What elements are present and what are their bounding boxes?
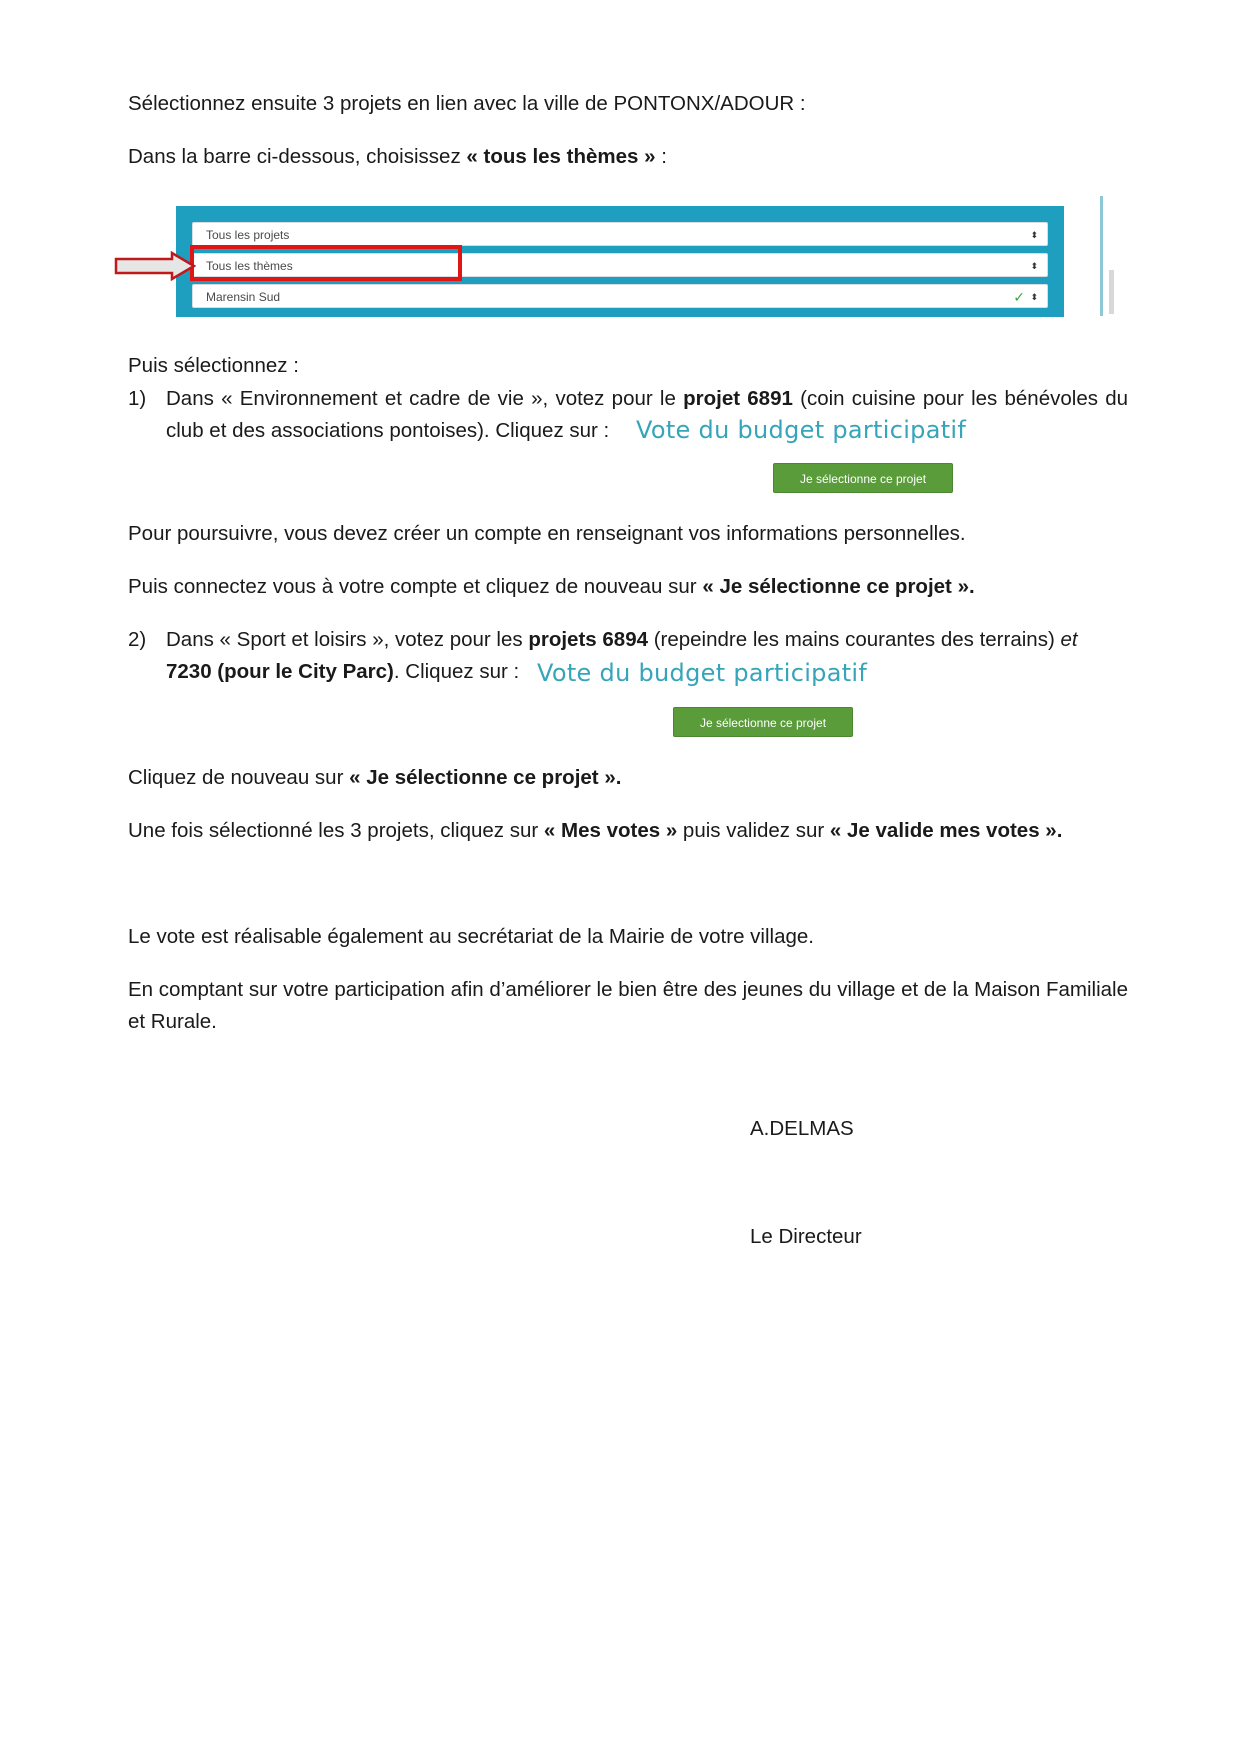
list-item-1-number: 1) bbox=[128, 387, 147, 410]
para-mairie-text: Le vote est réalisable également au secrétariat de la Mairie de votre village. bbox=[128, 925, 814, 948]
vote-budget-title-2: Vote du budget participatif bbox=[537, 659, 868, 687]
item1-project-number: projet 6891 bbox=[683, 387, 793, 410]
para-create-account bbox=[128, 518, 1128, 550]
para-closing-text: En comptant sur votre participation afin d’améliorer le bien être des jeunes du village et de la Maison Familiale et Rurale. bbox=[128, 978, 1128, 1033]
item2-text-3: . Cliquez sur : bbox=[393, 660, 520, 683]
intro-line-1 bbox=[128, 88, 1128, 120]
scrollbar-thumb bbox=[1109, 270, 1114, 314]
puis-text: Puis sélectionnez : bbox=[128, 354, 299, 377]
intro-line-2-text: Dans la barre ci-dessous, choisissez bbox=[128, 145, 467, 168]
para-click-again bbox=[128, 762, 1128, 794]
para-click-again-text: Cliquez de nouveau sur bbox=[128, 766, 350, 789]
select-arrows-icon: ⬍ bbox=[1030, 230, 1038, 240]
highlight-box bbox=[190, 245, 462, 281]
select-arrows-icon: ⬍ bbox=[1030, 292, 1038, 302]
item1-text-1: Dans « Environnement et cadre de vie », votez pour le bbox=[166, 387, 684, 410]
vote-budget-title-1: Vote du budget participatif bbox=[636, 416, 967, 444]
item2-text-2: (repeindre les mains courantes des terrains) bbox=[648, 628, 1061, 651]
intro-line-2 bbox=[128, 141, 1128, 173]
projects-select-value: Tous les projets bbox=[206, 228, 290, 242]
para-validate-text-1: Une fois sélectionné les 3 projets, cliquez sur bbox=[128, 819, 544, 842]
para-closing bbox=[128, 974, 1128, 1038]
select-project-button-2[interactable]: Je sélectionne ce projet bbox=[673, 707, 853, 737]
select-arrows-icon: ⬍ bbox=[1030, 261, 1038, 271]
item2-city-parc: 7230 (pour le City Parc) bbox=[166, 660, 394, 683]
para-connect bbox=[128, 571, 1128, 603]
para-validate-mes-votes: « Mes votes » bbox=[543, 819, 678, 842]
para-connect-text: Puis connectez vous à votre compte et cliquez de nouveau sur bbox=[128, 575, 703, 598]
para-mairie bbox=[128, 921, 1128, 953]
puis-label bbox=[128, 350, 1128, 382]
para-create-account-text: Pour poursuivre, vous devez créer un compte en renseignant vos informations personnelles. bbox=[128, 522, 966, 545]
signature-name bbox=[750, 1113, 1050, 1145]
list-item-1 bbox=[128, 383, 1128, 447]
signature-role-text: Le Directeur bbox=[750, 1225, 862, 1248]
para-connect-bold: « Je sélectionne ce projet ». bbox=[702, 575, 975, 598]
item2-project-number: projets 6894 bbox=[528, 628, 648, 651]
signature-name-text: A.DELMAS bbox=[750, 1117, 854, 1140]
intro-line-2-bold: « tous les thèmes » bbox=[466, 145, 656, 168]
para-validate-valide: « Je valide mes votes ». bbox=[829, 819, 1063, 842]
intro-line-2-end: : bbox=[655, 145, 667, 168]
para-click-again-bold: « Je sélectionne ce projet ». bbox=[349, 766, 622, 789]
screenshot-scrollbar bbox=[1100, 196, 1119, 316]
territory-select-value: Marensin Sud bbox=[206, 290, 281, 304]
projects-select bbox=[192, 222, 1048, 246]
pointer-arrow-icon bbox=[114, 251, 196, 281]
item1-text-2: (coin cuisine pour les bénévoles du club et des associations pontoises). Cliquez sur : bbox=[166, 387, 1128, 442]
item2-text-1: Dans « Sport et loisirs », votez pour les bbox=[166, 628, 529, 651]
themes-select-value: Tous les thèmes bbox=[206, 259, 293, 273]
list-item-2-number: 2) bbox=[128, 628, 147, 651]
check-icon: ✓ bbox=[1013, 289, 1025, 305]
select-project-button-1[interactable]: Je sélectionne ce projet bbox=[773, 463, 953, 493]
para-validate bbox=[128, 815, 1128, 847]
territory-select bbox=[192, 284, 1048, 308]
item2-italic-et: et bbox=[1060, 628, 1078, 651]
intro-line-1-text: Sélectionnez ensuite 3 projets en lien avec la ville de PONTONX/ADOUR : bbox=[128, 92, 806, 115]
para-validate-text-2: puis validez sur bbox=[677, 819, 830, 842]
signature-role bbox=[750, 1221, 1050, 1253]
